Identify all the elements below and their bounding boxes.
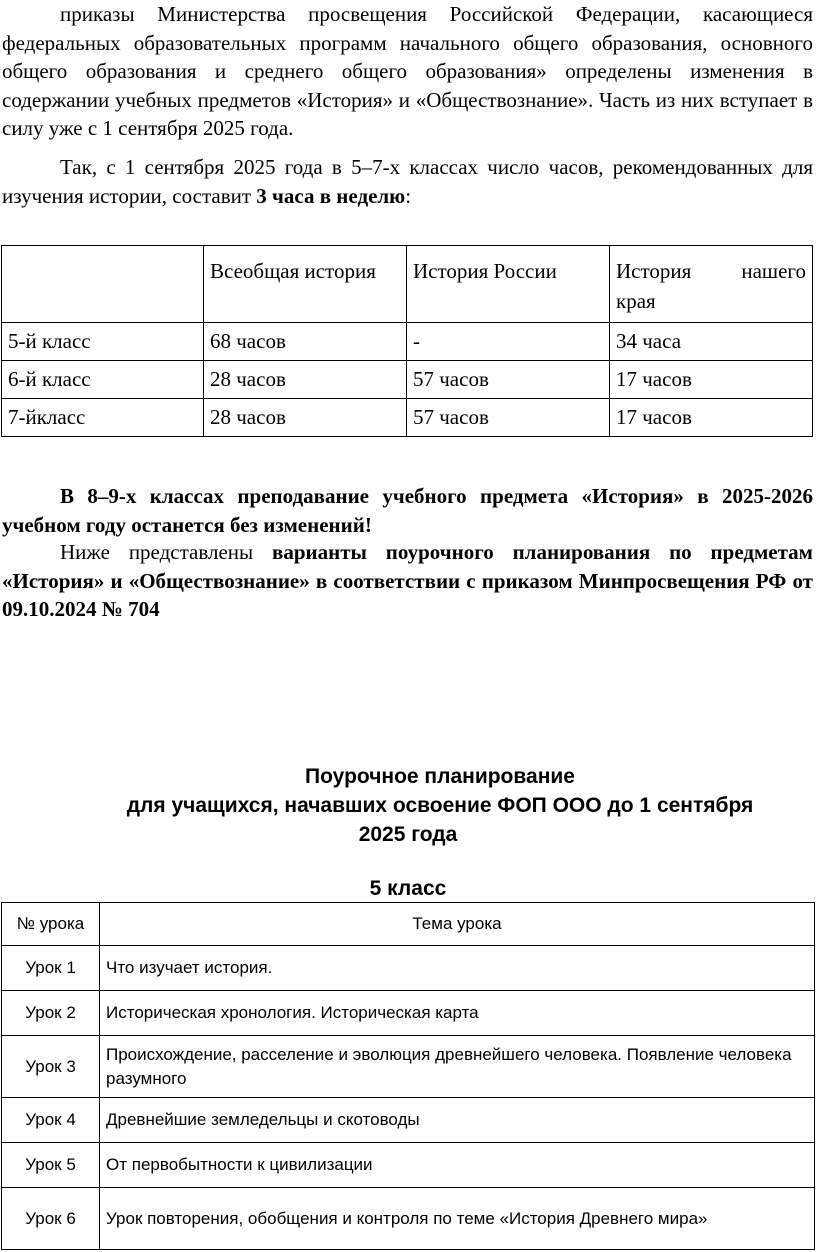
hours-cell: 68 часов [204, 323, 407, 361]
hours-cell: 5-й класс [2, 323, 204, 361]
lesson-row [2, 1098, 815, 1143]
paragraph-no-change-text: В 8–9-х классах преподавание учебного предмета «История» в 2025-2026 учебном году останется без изменений! [2, 484, 813, 537]
lesson-number: Урок 3 [2, 1036, 100, 1098]
lessons-header-row [2, 903, 815, 946]
lesson-number: Урок 6 [2, 1188, 100, 1250]
hours-header-cell: История нашего края [610, 246, 813, 323]
hours-header-cell: История России [407, 246, 610, 323]
lesson-row [2, 1188, 815, 1250]
lesson-row [2, 1036, 815, 1098]
hours-cell: 34 часа [610, 323, 813, 361]
paragraph-hours-colon: : [405, 183, 412, 208]
hours-table-header-row [2, 246, 813, 323]
paragraph-hours [2, 153, 813, 210]
hours-cell: 17 часов [610, 399, 813, 437]
hours-cell: 28 часов [204, 399, 407, 437]
hours-header-cell: Всеобщая история [204, 246, 407, 323]
lesson-topic: Урок повторения, обобщения и контроля по теме «История Древнего мира» [100, 1188, 815, 1250]
lesson-row [2, 991, 815, 1036]
hours-table-row [2, 361, 813, 399]
paragraph-variants-bold: варианты поурочного планирования по предметам «История» и «Обществознание» в соответствии с приказом Минпросвещения РФ от 09.10.2024 № 704 [2, 540, 813, 621]
paragraph-hours-text: Так, с 1 сентября 2025 года в 5–7-х классах число часов, рекомендованных для изучения истории, составит [2, 155, 813, 208]
hours-cell: 6-й класс [2, 361, 204, 399]
lesson-number: Урок 4 [2, 1098, 100, 1143]
hours-cell: - [407, 323, 610, 361]
hours-table-row [2, 323, 813, 361]
hours-cell: 7-йкласс [2, 399, 204, 437]
lesson-topic: Происхождение, расселение и эволюция древнейшего человека. Появление человека разумного [100, 1036, 815, 1098]
lessons-header-topic: Тема урока [100, 903, 815, 946]
lesson-topic: Что изучает история. [100, 946, 815, 991]
grade-heading: 5 класс [369, 877, 447, 900]
hours-cell: 28 часов [204, 361, 407, 399]
section-title-line3: 2025 года [358, 823, 458, 846]
lessons-header-num: № урока [2, 903, 100, 946]
hours-header-cell [2, 246, 204, 323]
lesson-row [2, 1143, 815, 1188]
hours-cell: 57 часов [407, 361, 610, 399]
lesson-topic: Историческая хронология. Историческая карта [100, 991, 815, 1036]
section-title-line1: Поурочное планирование [305, 765, 575, 788]
paragraph-intro-text: приказы Министерства просвещения Российской Федерации, касающиеся федеральных образовательных программ начального общего образования, основного общего образования и среднего общего образования» определены изменения в содержании учебных предметов «История» и «Обществознание». Часть из них вступает в силу уже с 1 сентября 2025 года. [2, 2, 813, 140]
hours-table [1, 245, 813, 437]
lesson-number: Урок 1 [2, 946, 100, 991]
lesson-topic: От первобытности к цивилизации [100, 1143, 815, 1188]
hours-cell: 17 часов [610, 361, 813, 399]
paragraph-hours-bold: 3 часа в неделю [256, 183, 406, 208]
section-title-line2: для учащихся, начавших освоение ФОП ООО до 1 сентября [126, 794, 754, 817]
hours-cell: 57 часов [407, 399, 610, 437]
lesson-number: Урок 2 [2, 991, 100, 1036]
lesson-number: Урок 5 [2, 1143, 100, 1188]
paragraph-variants [2, 538, 813, 624]
lessons-table [1, 902, 815, 1250]
lesson-topic: Древнейшие земледельцы и скотоводы [100, 1098, 815, 1143]
paragraph-intro [2, 0, 813, 143]
paragraph-no-change [2, 482, 813, 539]
hours-table-row [2, 399, 813, 437]
section-heading [0, 762, 816, 849]
lesson-row [2, 946, 815, 991]
paragraph-variants-normal: Ниже представлены [60, 540, 273, 564]
